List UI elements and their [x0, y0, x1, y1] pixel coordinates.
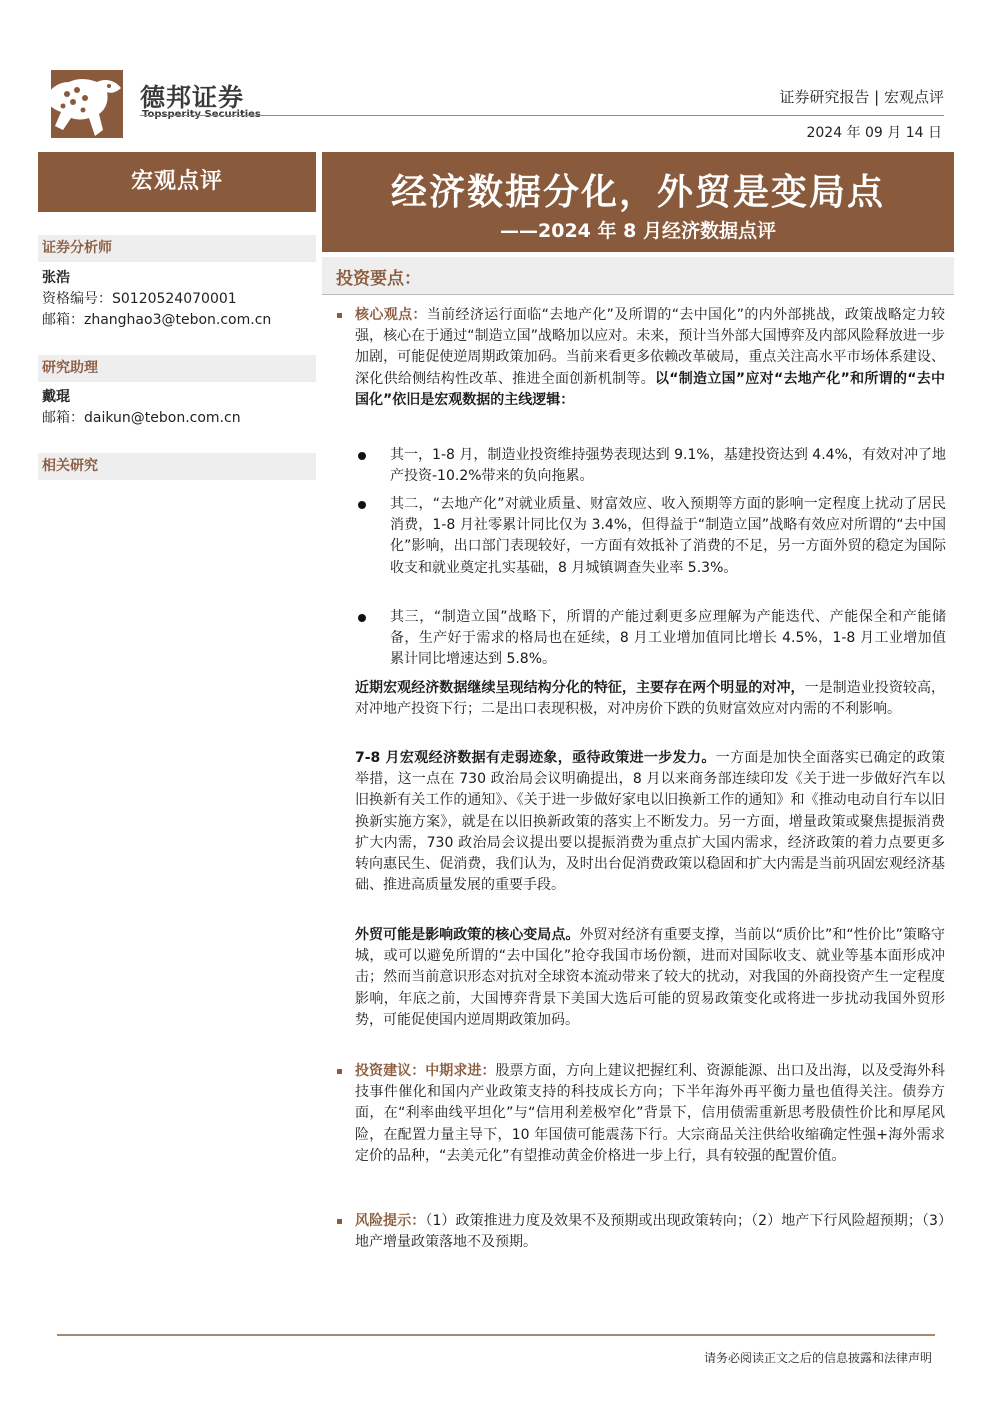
structure-bold: 近期宏观经济数据继续呈现结构分化的特征，主要存在两个明显的对冲，: [355, 680, 805, 696]
brand-name-cn: 德邦证券: [140, 83, 245, 112]
core-view-paragraph: [355, 305, 945, 411]
core-view-bold: 以“制造立国”应对“去地产化”和所谓的“去中国化”依旧是宏观数据的主线逻辑：: [355, 370, 945, 408]
assistant-heading: 研究助理: [38, 355, 316, 382]
structure-paragraph: [355, 678, 945, 720]
bullet-item-2: 其二，“去地产化”对就业质量、财富效应、收入预期等方面的影响一定程度上扰动了居民消费，1-8 月社零累计同比仅为 3.4%，但得益于“制造立国”战略有效应对所谓的“去中国化”影响，出口部门表现较好，一方面有效抵补了消费的不足，另一方面外贸的稳定为国际收支和就业奠定扎实基础，8 月城镇调查失业率 5.3%。: [390, 496, 946, 576]
analyst-email[interactable]: 邮箱：zhanghao3@tebon.com.cn: [42, 312, 272, 328]
investment-paragraph: [355, 1061, 945, 1167]
bullet-dot-icon: [358, 452, 366, 460]
risk-text: （1）政策推进力度及效果不及预期或出现政策转向；（2）地产下行风险超预期；（3）地产增量政策落地不及预期。: [355, 1213, 945, 1251]
assistant-email[interactable]: 邮箱：daikun@tebon.com.cn: [42, 410, 241, 426]
risk-label: 风险提示：: [355, 1213, 426, 1229]
core-view-label: 核心观点：: [355, 307, 427, 323]
header-divider: [140, 115, 944, 116]
investment-text: 股票方面，方向上建议把握红利、资源能源、出口及出海，以及受海外科技事件催化和国内产业政策支持的科技成长方向；下半年海外再平衡力量也值得关注。债券方面，在“利率曲线平坦化”与“信用利差极窄化”背景下，信用债需重新思考股债性价比和厚尾风险，在配置力量主导下，10 年国债可能震荡下行。大宗商品关注供给收缩确定性强+海外需求定价的品种，“去美元化”有望推动黄金价格进一步上行，具有较强的配置价值。: [355, 1063, 946, 1164]
bullet-item-3: 其三，“制造立国”战略下，所谓的产能过剩更多应理解为产能迭代、产能保全和产能储备，生产好于需求的格局也在延续，8 月工业增加值同比增长 4.5%，1-8 月工业增加值累计同比增速达到 5.8%。: [390, 609, 946, 668]
square-bullet-icon: [337, 1069, 342, 1074]
square-bullet-icon: [337, 313, 342, 318]
key-points-divider: [322, 294, 954, 295]
report-title: 经济数据分化，外贸是变局点: [390, 172, 885, 213]
core-view-text: 当前经济运行面临“去地产化”及所谓的“去中国化”的内外部挑战，政策战略定力较强，核心在于通过“制造立国”战略加以应对。未来，预计当外部大国博弈及内部风险释放进一步加剧，可能促使逆周期政策加码。当前来看更多依赖改革破局，重点关注高水平市场体系建设、深化供给侧结构性改革、推进全面创新机制等。: [355, 307, 946, 387]
analyst-cert: 资格编号：S0120524070001: [42, 291, 237, 307]
footer-divider: [57, 1334, 935, 1336]
report-subtitle: ——2024 年 8 月经济数据点评: [500, 220, 776, 242]
bullet-dot-icon: [358, 614, 366, 622]
risk-paragraph: [355, 1211, 945, 1253]
category-banner: 宏观点评: [38, 152, 316, 212]
bullet-dot-icon: [358, 501, 366, 509]
analyst-heading: 证券分析师: [38, 235, 316, 262]
policy-paragraph: [355, 748, 945, 896]
policy-bold: 7-8 月宏观经济数据有走弱迹象，亟待政策进一步发力。: [355, 750, 716, 766]
key-points-heading: 投资要点：: [336, 269, 421, 289]
policy-text: 一方面是加快全面落实已确定的政策举措，这一点在 730 政治局会议明确提出，8 月以来商务部连续印发《关于进一步做好汽车以旧换新有关工作的通知》、《关于进一步做好家电以旧换新工作的通知》和《推动电动自行车以旧换新实施方案》，就是在以旧换新政策的落实上不断发力。另一方面，增量政策或聚焦提振消费扩大内需，730 政治局会议提出要以提振消费为重点扩大国内需求，经济政策的着力点要更多转向惠民生、促消费，我们认为，及时出台促消费政策以稳固和扩大内需是当前巩固宏观经济基础、推进高质量发展的重要手段。: [355, 750, 946, 894]
company-logo: [45, 70, 125, 138]
trade-bold: 外贸可能是影响政策的核心变局点。: [355, 927, 580, 943]
assistant-name: 戴琨: [42, 389, 70, 405]
trade-text: 外贸对经济有重要支撑，当前以“质价比”和“性价比”策略守城，或可以避免所谓的“去中国化”抢夺我国市场份额，进而对国际收支、就业等基本面形成冲击；然而当前意识形态对抗对全球资本流动带来了较大的扰动，对我国的外商投资产生一定程度影响，年底之前，大国博弈背景下美国大选后可能的贸易政策变化或将进一步扰动我国外贸形势，可能促使国内逆周期政策加码。: [355, 927, 946, 1028]
analyst-name: 张浩: [42, 270, 70, 286]
investment-label: 投资建议：中期求进：: [355, 1063, 496, 1079]
bullet-item-1: 其一，1-8 月，制造业投资维持强势表现达到 9.1%，基建投资达到 4.4%，有效对冲了地产投资-10.2%带来的负向拖累。: [390, 447, 946, 485]
structure-text: 一是制造业投资较高，对冲地产投资下行；二是出口表现积极，对冲房价下跌的负财富效应对内需的不利影响。: [355, 680, 946, 718]
related-research-heading[interactable]: 相关研究: [38, 453, 316, 480]
trade-paragraph: [355, 925, 945, 1031]
disclaimer-note[interactable]: 请务必阅读正文之后的信息披露和法律声明: [703, 1351, 932, 1365]
report-date: 2024 年 09 月 14 日: [806, 125, 942, 141]
title-banner: [322, 152, 954, 252]
square-bullet-icon: [337, 1219, 342, 1224]
report-type: 证券研究报告 | 宏观点评: [779, 88, 944, 106]
